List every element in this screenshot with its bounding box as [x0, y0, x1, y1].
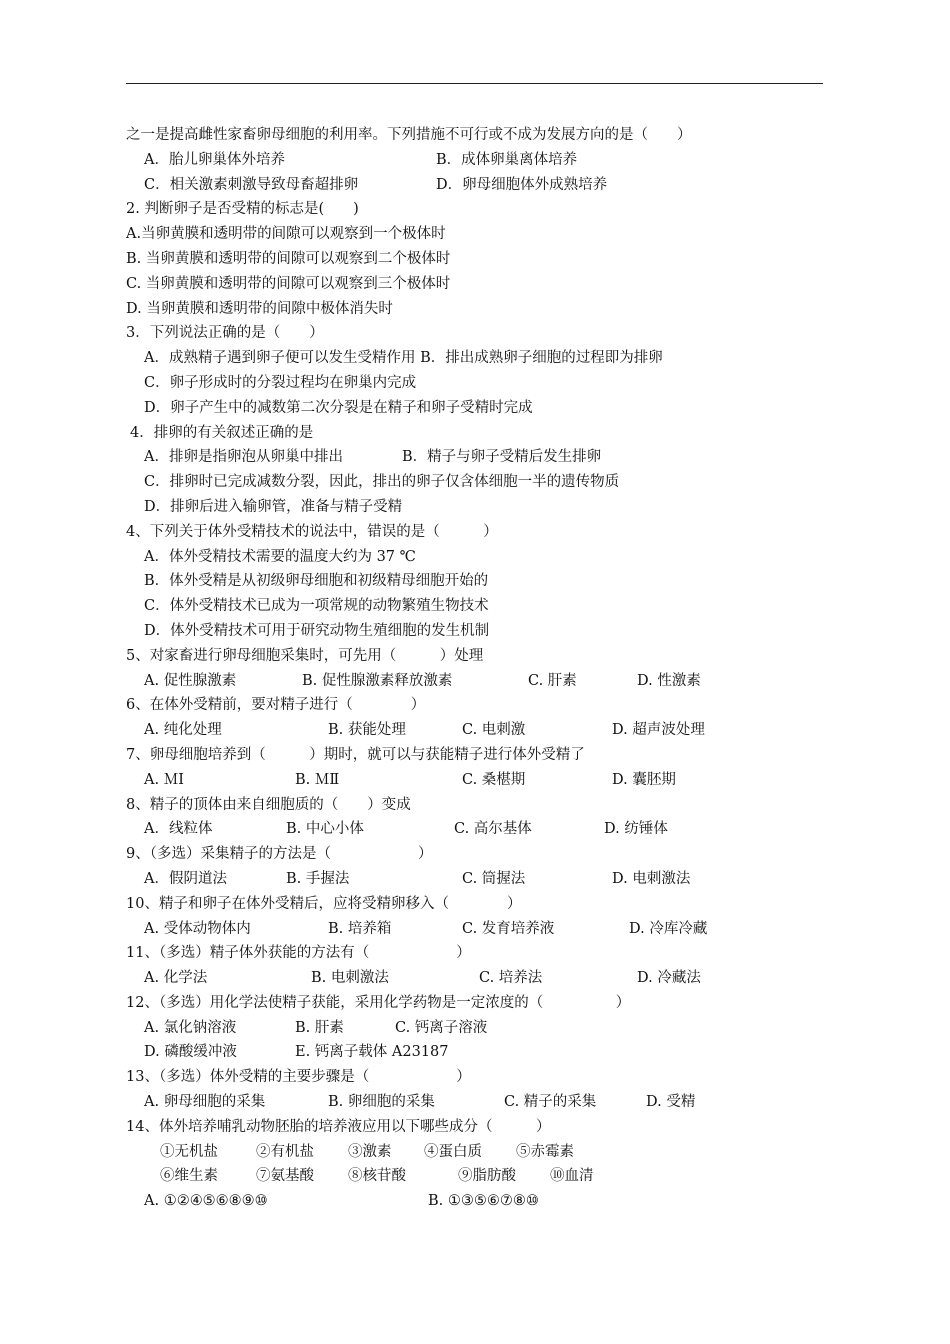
- text-line: [126, 321, 826, 346]
- question-list: [126, 123, 826, 1214]
- answer-option: ④蛋白质: [424, 1143, 482, 1160]
- text-line: [126, 991, 826, 1016]
- text-line: [126, 966, 826, 991]
- line-text: A.当卵黄膜和透明带的间隙可以观察到一个极体时: [126, 226, 446, 243]
- answer-option: C. 高尔基体: [454, 821, 532, 838]
- answer-option: A. 卵母细胞的采集: [144, 1094, 266, 1111]
- answer-option: ⑦氨基酸: [256, 1168, 314, 1185]
- answer-option: D. 受精: [646, 1094, 696, 1111]
- text-line: [126, 1189, 826, 1214]
- text-line: [126, 842, 826, 867]
- text-line: [126, 445, 826, 470]
- line-text: 14、体外培养哺乳动物胚胎的培养液应用以下哪些成分（ ）: [126, 1118, 551, 1135]
- answer-option: ①无机盐: [160, 1143, 218, 1160]
- line-text: C. 当卵黄膜和透明带的间隙可以观察到三个极体时: [126, 275, 451, 292]
- answer-option: ⑥维生素: [160, 1168, 218, 1185]
- answer-option: B．成体卵巢离体培养: [436, 151, 578, 168]
- line-text: B．体外受精是从初级卵母细胞和初级精母细胞开始的: [144, 573, 489, 590]
- text-line: [126, 793, 826, 818]
- line-text: C．卵子形成时的分裂过程均在卵巢内完成: [144, 374, 417, 391]
- answer-option: ⑨脂肪酸: [458, 1168, 516, 1185]
- line-text: D．排卵后进入输卵管，准备与精子受精: [144, 498, 403, 515]
- answer-option: D. 超声波处理: [612, 722, 705, 739]
- text-line: [126, 371, 826, 396]
- text-line: [126, 396, 826, 421]
- answer-option: C. 桑椹期: [462, 771, 526, 788]
- answer-option: C. 精子的采集: [504, 1094, 597, 1111]
- text-line: [126, 743, 826, 768]
- answer-option: B. 肝素: [295, 1019, 344, 1036]
- answer-option: ②有机盐: [256, 1143, 314, 1160]
- answer-option: C. 筒握法: [462, 870, 526, 887]
- answer-option: B. 中心小体: [286, 821, 364, 838]
- text-line: [126, 421, 826, 446]
- line-text: 3．下列说法正确的是（ ）: [126, 325, 324, 342]
- text-line: [126, 495, 826, 520]
- answer-option: E. 钙离子载体 A23187: [295, 1044, 449, 1061]
- answer-option: D. 囊胚期: [612, 771, 676, 788]
- text-line: [126, 346, 826, 371]
- line-text: D. 当卵黄膜和透明带的间隙中极体消失时: [126, 300, 393, 317]
- answer-option: A．排卵是指卵泡从卵巢中排出: [144, 449, 343, 466]
- answer-option: D. 冷库冷藏: [629, 920, 708, 937]
- answer-option: B. 培养箱: [328, 920, 392, 937]
- text-line: [126, 545, 826, 570]
- line-text: A．成熟精子遇到卵子便可以发生受精作用 B．排出成熟卵子细胞的过程即为排卵: [144, 350, 663, 367]
- answer-option: ③激素: [348, 1143, 392, 1160]
- answer-option: D. 磷酸缓冲液: [144, 1044, 237, 1061]
- answer-option: A. 促性腺激素: [144, 672, 237, 689]
- line-text: B. 当卵黄膜和透明带的间隙可以观察到二个极体时: [126, 250, 451, 267]
- text-line: [126, 817, 826, 842]
- text-line: [126, 297, 826, 322]
- text-line: [126, 594, 826, 619]
- answer-option: D. 性激素: [637, 672, 701, 689]
- answer-option: D. 冷藏法: [637, 970, 701, 987]
- text-line: [126, 941, 826, 966]
- text-line: [126, 197, 826, 222]
- answer-option: C. 电刺激: [462, 722, 526, 739]
- text-line: [126, 222, 826, 247]
- answer-option: A．线粒体: [144, 821, 213, 838]
- answer-option: C. 钙离子溶液: [395, 1019, 488, 1036]
- line-text: 9、（多选）采集精子的方法是（ ）: [126, 846, 433, 863]
- text-line: [126, 470, 826, 495]
- line-text: 4．排卵的有关叙述正确的是: [130, 424, 314, 441]
- text-line: [126, 520, 826, 545]
- text-line: [126, 768, 826, 793]
- text-line: [126, 1090, 826, 1115]
- answer-option: A. 氯化钠溶液: [144, 1019, 237, 1036]
- answer-option: D. 电刺激法: [612, 870, 691, 887]
- text-line: [126, 1164, 826, 1189]
- answer-option: D. 纺锤体: [604, 821, 668, 838]
- line-text: D．卵子产生中的减数第二次分裂是在精子和卵子受精时完成: [144, 399, 533, 416]
- text-line: [126, 867, 826, 892]
- answer-option: ⑩血清: [550, 1168, 594, 1185]
- answer-option: B. 卵细胞的采集: [328, 1094, 435, 1111]
- text-line: [126, 123, 826, 148]
- answer-option: C. 发育培养液: [462, 920, 555, 937]
- text-line: [126, 247, 826, 272]
- line-text: 2. 判断卵子是否受精的标志是( ): [126, 201, 359, 218]
- text-line: [126, 669, 826, 694]
- text-line: [126, 1040, 826, 1065]
- answer-option: A. 纯化处理: [144, 722, 222, 739]
- line-text: 6、在体外受精前，要对精子进行（ ）: [126, 697, 426, 714]
- answer-option: A．胎儿卵巢体外培养: [144, 151, 285, 168]
- line-text: 10、精子和卵子在体外受精后，应将受精卵移入（ ）: [126, 895, 522, 912]
- line-text: 5、对家畜进行卵母细胞采集时，可先用（ ）处理: [126, 647, 484, 664]
- answer-option: A．假阴道法: [144, 870, 227, 887]
- answer-option: ⑤赤霉素: [516, 1143, 574, 1160]
- text-line: [126, 1065, 826, 1090]
- line-text: A．体外受精技术需要的温度大约为 37 ℃: [144, 548, 416, 565]
- line-text: D．体外受精技术可用于研究动物生殖细胞的发生机制: [144, 622, 490, 639]
- line-text: 12、（多选）用化学法使精子获能，采用化学药物是一定浓度的（ ）: [126, 994, 631, 1011]
- answer-option: A. 受体动物体内: [144, 920, 251, 937]
- answer-option: B. 电刺激法: [311, 970, 389, 987]
- line-text: C．体外受精技术已成为一项常规的动物繁殖生物技术: [144, 598, 489, 615]
- answer-option: A. ＭⅠ: [144, 771, 184, 788]
- line-text: 4、下列关于体外受精技术的说法中，错误的是（ ）: [126, 523, 498, 540]
- line-text: 之一是提高雌性家畜卵母细胞的利用率。下列措施不可行或不成为发展方向的是（ ）: [126, 127, 692, 143]
- answer-option: C．相关激素刺激导致母畜超排卵: [144, 176, 359, 193]
- text-line: [126, 718, 826, 743]
- text-line: [126, 1016, 826, 1041]
- text-line: [126, 1140, 826, 1165]
- text-line: [126, 693, 826, 718]
- answer-option: B. ①③⑤⑥⑦⑧⑩: [428, 1193, 539, 1210]
- line-text: C．排卵时已完成减数分裂，因此，排出的卵子仅含体细胞一半的遗传物质: [144, 474, 620, 491]
- line-text: 7、卵母细胞培养到（ ）期时，就可以与获能精子进行体外受精了: [126, 746, 585, 763]
- text-line: [126, 148, 826, 173]
- text-line: [126, 272, 826, 297]
- line-text: 13、（多选）体外受精的主要步骤是（ ）: [126, 1069, 471, 1086]
- text-line: [126, 1115, 826, 1140]
- text-line: [126, 892, 826, 917]
- text-line: [126, 569, 826, 594]
- answer-option: D．卵母细胞体外成熟培养: [436, 176, 608, 193]
- answer-option: ⑧核苷酸: [348, 1168, 406, 1185]
- answer-option: B. 获能处理: [328, 722, 406, 739]
- line-text: 8、精子的顶体由来自细胞质的（ ）变成: [126, 796, 411, 813]
- text-line: [126, 644, 826, 669]
- header-rule: [126, 83, 823, 84]
- answer-option: B. 促性腺激素释放激素: [302, 672, 453, 689]
- text-line: [126, 619, 826, 644]
- line-text: 11、（多选）精子体外获能的方法有（ ）: [126, 945, 471, 962]
- answer-option: B. ＭⅡ: [295, 771, 340, 788]
- answer-option: C. 肝素: [528, 672, 577, 689]
- answer-option: B．精子与卵子受精后发生排卵: [402, 449, 602, 466]
- answer-option: C. 培养法: [479, 970, 543, 987]
- answer-option: A. 化学法: [144, 970, 208, 987]
- answer-option: B. 手握法: [286, 870, 350, 887]
- text-line: [126, 173, 826, 198]
- text-line: [126, 917, 826, 942]
- answer-option: A. ①②④⑤⑥⑧⑨⑩: [144, 1193, 268, 1210]
